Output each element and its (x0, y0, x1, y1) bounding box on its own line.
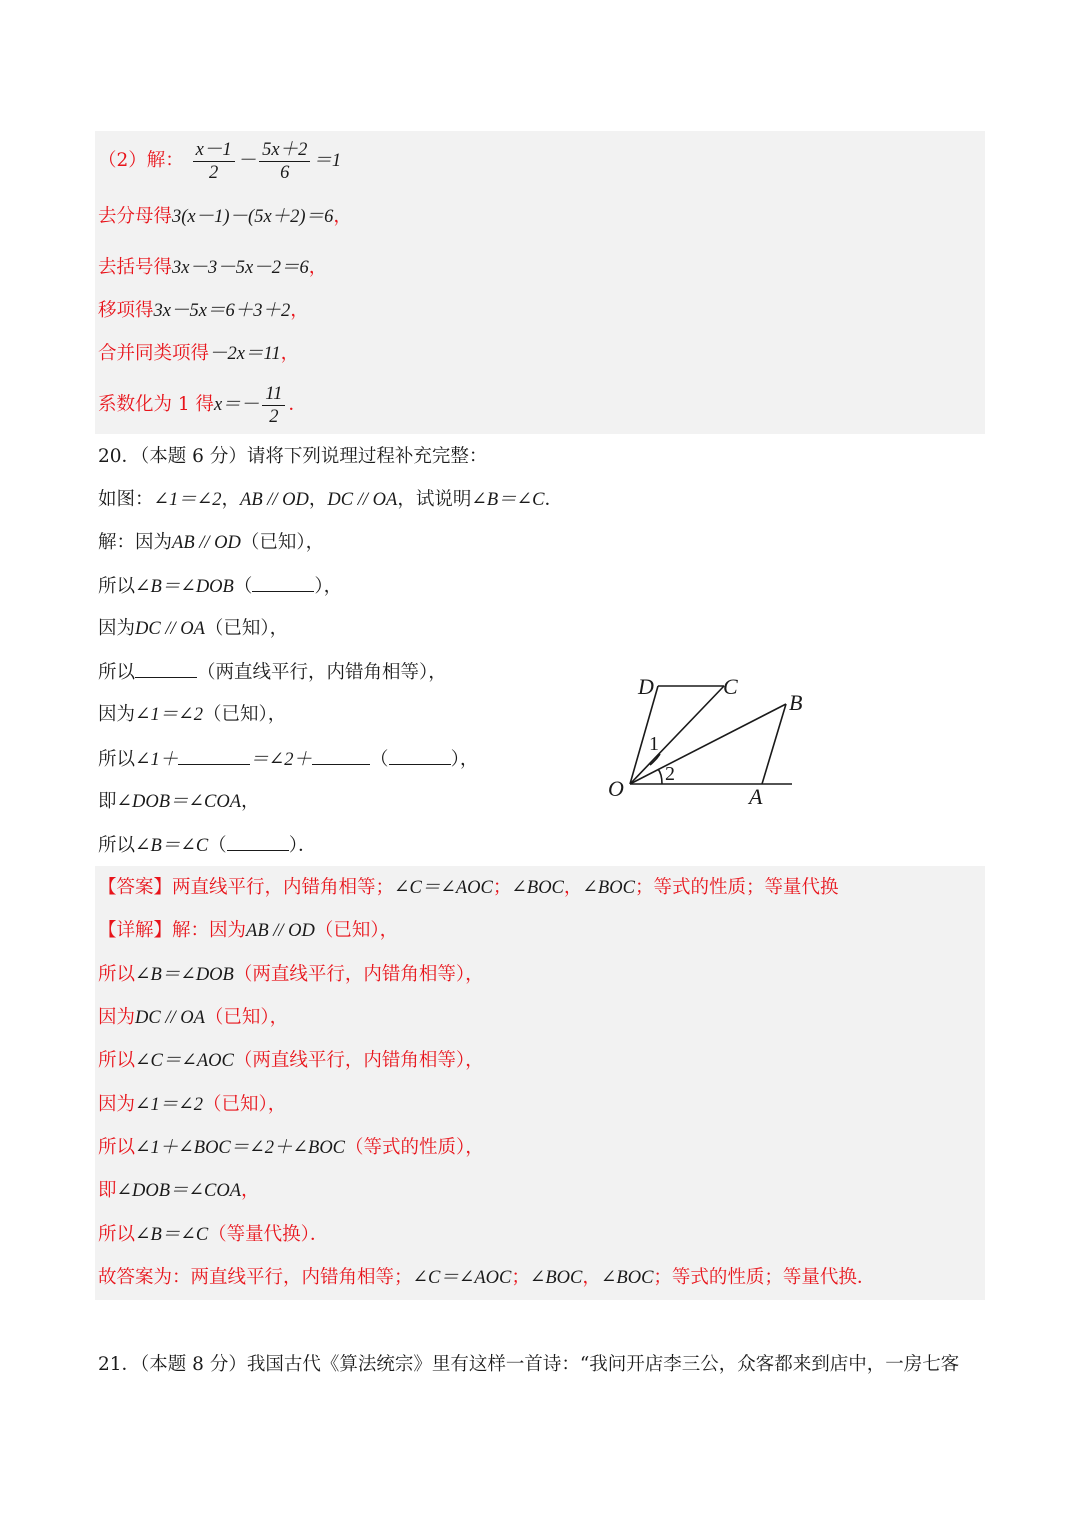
detail-line-2: 因为DC // OA（已知）， (98, 1007, 289, 1028)
q20-step-1: 解：因为AB // OD（已知）， (98, 532, 325, 553)
fill-blank-3[interactable] (178, 746, 250, 765)
angle-2-arc (658, 769, 662, 784)
detail-line-5: 所以∠1＋∠BOC＝∠2＋∠BOC（等式的性质）， (98, 1137, 484, 1158)
detail-line-3: 所以∠C＝∠AOC（两直线平行，内错角相等）， (98, 1050, 484, 1071)
angle-1-label: 1 (649, 733, 659, 755)
solution-step-1: 去分母得3(x－1)－(5x＋2)＝6， (98, 206, 352, 227)
question-21-title: 21．（本题 8 分）我国古代《算法统宗》里有这样一首诗：“我问开店李三公，众客都来到店中，一房七客 (98, 1354, 960, 1375)
point-d-label: D (638, 674, 654, 699)
fill-blank-6[interactable] (227, 832, 289, 851)
q20-step-3: 因为DC // OA（已知）， (98, 618, 289, 639)
answer-line: 【答案】两直线平行，内错角相等；∠C＝∠AOC；∠BOC，∠BOC；等式的性质；等量代换 (98, 877, 839, 898)
q20-step-2: 所以∠B＝∠DOB（ ）， (98, 573, 342, 600)
q20-step-7: 即∠DOB＝∠COA， (98, 791, 260, 812)
solution-step-3: 移项得3x－5x＝6＋3＋2， (98, 300, 309, 321)
point-a-label: A (749, 784, 763, 809)
angle-1-arc (650, 754, 660, 765)
q20-step-5: 因为∠1＝∠2（已知）， (98, 704, 287, 725)
detail-line-1: 所以∠B＝∠DOB（两直线平行，内错角相等）， (98, 964, 484, 985)
q20-step-6: 所以∠1＋ ＝∠2＋ （ ）， (98, 746, 478, 773)
fill-blank-4[interactable] (312, 746, 370, 765)
geometry-figure (600, 668, 820, 813)
solution-2-equation: （2）解： $\frac{x-1}{2}$ － $\frac{5x+2}{6}$ ＝1 (98, 139, 342, 183)
fill-blank-5[interactable] (389, 746, 451, 765)
point-o-label: O (608, 776, 624, 801)
segment-ab (762, 704, 786, 784)
solution-step-4: 合并同类项得－2x＝11， (98, 343, 300, 364)
detail-line-0: 【详解】解：因为AB // OD（已知）， (98, 920, 399, 941)
fill-blank-1[interactable] (252, 573, 314, 592)
question-20-given: 如图：∠1＝∠2，AB // OD，DC // OA，试说明∠B＝∠C． (98, 489, 563, 510)
q20-step-4: 所以 （两直线平行，内错角相等）， (98, 659, 447, 686)
solution-step-5: 系数化为 1 得x＝－ $\frac{11}{2}$ ． (98, 383, 307, 427)
solution-step-2: 去括号得3x－3－5x－2＝6， (98, 257, 328, 278)
detail-line-4: 因为∠1＝∠2（已知）， (98, 1094, 287, 1115)
point-c-label: C (723, 674, 738, 699)
point-b-label: B (789, 690, 803, 715)
angle-2-label: 2 (665, 763, 675, 785)
final-answer-line: 故答案为：两直线平行，内错角相等；∠C＝∠AOC；∠BOC，∠BOC；等式的性质；等量代换． (98, 1267, 876, 1288)
detail-line-6: 即∠DOB＝∠COA， (98, 1180, 260, 1201)
fill-blank-2[interactable] (135, 659, 197, 678)
detail-line-7: 所以∠B＝∠C（等量代换）． (98, 1224, 329, 1245)
question-20-title: 20．（本题 6 分）请将下列说理过程补充完整： (98, 446, 488, 467)
q20-step-8: 所以∠B＝∠C（ ）． (98, 832, 316, 859)
